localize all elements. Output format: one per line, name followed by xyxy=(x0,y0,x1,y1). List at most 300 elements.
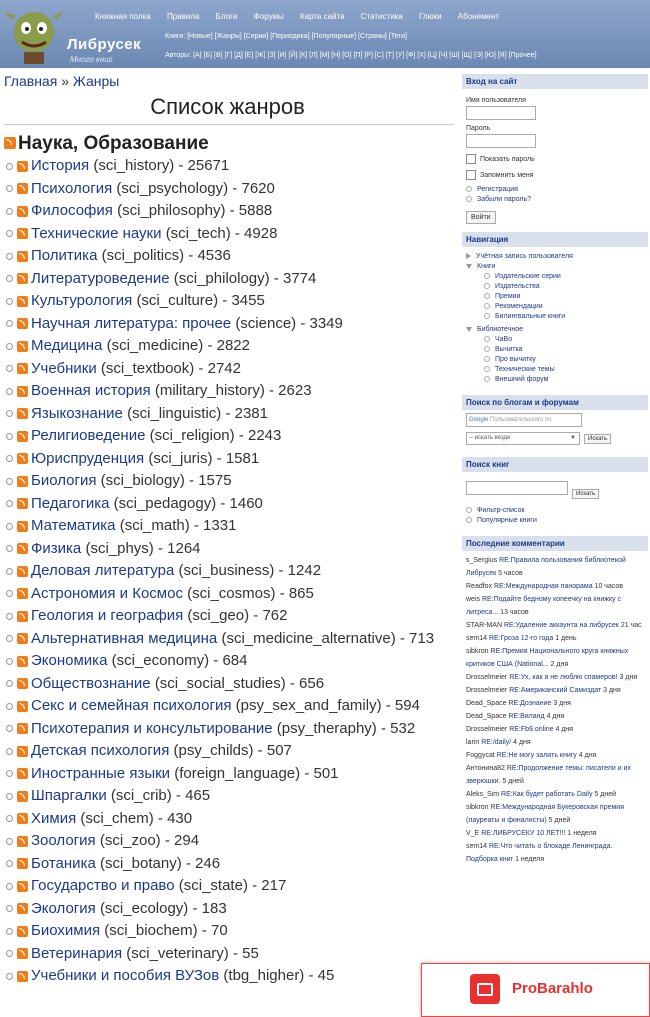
comment-time: 1 неделя xyxy=(515,856,545,863)
topnav-bugs[interactable]: Глюки xyxy=(419,12,442,21)
expanded-arrow-icon[interactable] xyxy=(466,327,472,332)
rss-icon[interactable] xyxy=(17,521,28,532)
logo-goblin-icon[interactable] xyxy=(2,2,66,66)
bullet-icon xyxy=(6,455,13,462)
comment-link[interactable]: RE:Премия Национального круга книжных критиков США (National... xyxy=(466,648,629,668)
genre-count: - 5888 xyxy=(225,202,273,219)
nav-subitem-label[interactable]: Технические темы xyxy=(495,366,555,373)
nav-subitem[interactable] xyxy=(484,366,644,373)
bullet-icon xyxy=(484,303,490,309)
comment-item xyxy=(466,697,644,710)
comment-author[interactable]: Foggycat xyxy=(466,752,495,759)
rss-icon[interactable] xyxy=(17,701,28,712)
bullet-icon xyxy=(6,388,13,395)
nav-subitem[interactable] xyxy=(484,273,644,280)
section-title: Наука, Образование xyxy=(18,133,209,154)
genre-code: (sci_ecology) xyxy=(99,899,189,917)
rss-icon[interactable] xyxy=(17,318,28,329)
genre-item xyxy=(4,290,452,313)
register-link-text[interactable]: Регистрация xyxy=(477,186,518,193)
comment-author[interactable]: Drosselmeier xyxy=(466,687,508,694)
nav-subitem-label[interactable]: Издательства xyxy=(495,283,540,290)
breadcrumb-separator: » xyxy=(61,73,69,89)
popular-books-link[interactable] xyxy=(466,517,644,524)
genre-link[interactable]: Языкознание xyxy=(31,404,123,422)
genre-link[interactable]: Биохимия xyxy=(31,922,101,939)
comments-list xyxy=(462,551,648,870)
bullet-icon xyxy=(484,376,490,382)
genre-link[interactable]: Экономика xyxy=(31,652,108,669)
bullet-icon xyxy=(484,273,490,279)
genre-code: (sci_culture) xyxy=(136,292,219,309)
genre-count: - 2623 xyxy=(264,382,312,399)
rss-icon[interactable] xyxy=(17,431,28,442)
comment-author[interactable]: Dead_Space xyxy=(466,700,507,707)
topnav-subscription[interactable]: Абонемент xyxy=(457,12,500,21)
rss-icon[interactable] xyxy=(17,206,28,217)
rss-icon[interactable] xyxy=(17,498,28,509)
comment-link[interactable]: RE:Ух, как я не люблю спамеров! xyxy=(509,674,618,681)
genre-count: - 2243 xyxy=(234,427,282,444)
nav-subitem-label[interactable]: Внешний форум xyxy=(495,376,549,383)
nav-subitem[interactable] xyxy=(484,283,644,290)
comment-author[interactable]: larin xyxy=(466,739,480,746)
genre-count: - 246 xyxy=(181,854,221,872)
nav-library[interactable] xyxy=(466,326,644,333)
nav-library-label[interactable]: Библиотечное xyxy=(477,326,524,333)
forgot-password-text[interactable]: Забыли пароль? xyxy=(477,196,532,203)
genre-link[interactable]: Юриспруденция xyxy=(31,449,145,467)
genre-link[interactable]: История xyxy=(31,157,90,174)
genre-code: (sci_chem) xyxy=(80,809,154,827)
genre-code: (sci_phys) xyxy=(85,539,154,557)
genre-item xyxy=(4,560,452,583)
username-input[interactable] xyxy=(466,106,536,120)
comment-link[interactable]: RE:Не могу залить книгу xyxy=(496,752,577,759)
comment-link[interactable]: RE:Удаление аккаунта на либрусек xyxy=(504,622,619,629)
genre-link[interactable]: Психотерапия и консультирование xyxy=(31,719,273,737)
comment-item xyxy=(466,619,644,632)
genre-count: - 294 xyxy=(160,832,200,849)
blog-search-block xyxy=(462,410,648,449)
genre-count: - 1264 xyxy=(153,539,201,557)
comment-link[interactable]: RE:Американский Самиздат xyxy=(509,687,602,694)
comment-author[interactable]: sibkron xyxy=(466,804,489,811)
comment-link[interactable]: RE:Как будет работать Daily xyxy=(501,791,593,798)
genre-link[interactable]: Секс и семейная психология xyxy=(31,697,232,714)
genre-link[interactable]: Медицина xyxy=(31,337,103,354)
topnav-sitemap[interactable]: Карта сайта xyxy=(299,12,345,21)
comment-item xyxy=(466,749,644,762)
comment-author[interactable]: Dead_Space xyxy=(466,713,507,720)
genre-link[interactable]: Учебники xyxy=(31,359,97,377)
book-search-button[interactable]: Искать xyxy=(572,489,599,499)
genre-code: (sci_juris) xyxy=(148,449,213,467)
rss-icon[interactable] xyxy=(17,543,28,554)
genre-link[interactable]: Военная история xyxy=(31,382,151,399)
books-subnav[interactable]: Книги: [Новые] [Жанры] [Серии] [Периодика] [Популярные] [Страны] [Теги] xyxy=(165,33,407,40)
nav-subitem-label[interactable]: Премии xyxy=(495,293,521,300)
comment-item xyxy=(466,788,644,801)
genre-count: - 7620 xyxy=(228,179,275,197)
genre-link[interactable]: Ветеринария xyxy=(31,944,123,962)
comment-link[interactable]: RE:Подайте бедному копеечку на книжку с литреса... xyxy=(466,596,622,616)
genre-item xyxy=(4,695,452,718)
comment-author[interactable]: sibkron xyxy=(466,648,489,655)
genre-code: (psy_theraphy) xyxy=(276,719,377,737)
genre-link[interactable]: Политика xyxy=(31,247,98,264)
nav-subitem-label[interactable]: ЧаВо xyxy=(495,336,513,343)
genre-code: (sci_linguistic) xyxy=(127,404,222,422)
search-scope-value: -- искать везде xyxy=(469,435,511,441)
genre-link[interactable]: Шпаргалки xyxy=(31,787,107,804)
comment-author[interactable]: sem14 xyxy=(466,635,488,642)
nav-subitem-label[interactable]: Вычитка xyxy=(495,346,523,353)
rss-icon[interactable] xyxy=(17,948,28,959)
topnav-bookshelf[interactable]: Книжная полка xyxy=(95,12,151,21)
comment-time: 3 дня xyxy=(603,687,621,694)
genre-count: - 25671 xyxy=(174,157,230,174)
genre-link[interactable]: Религиоведение xyxy=(31,427,146,444)
genre-link[interactable]: Биология xyxy=(31,472,97,489)
genre-count: - 713 xyxy=(395,629,435,647)
comment-item xyxy=(466,684,644,697)
comment-author[interactable]: sem14 xyxy=(466,843,488,850)
comment-link[interactable]: RE:Международная Букеровская премия (лауреаты и финалисты) xyxy=(466,804,624,824)
rss-icon[interactable] xyxy=(17,791,28,802)
genre-link[interactable]: Физика xyxy=(31,539,82,557)
bullet-icon xyxy=(484,366,490,372)
genre-link[interactable]: Детская психология xyxy=(31,742,170,759)
genre-link[interactable]: Иностранные языки xyxy=(31,764,171,782)
checkbox-icon[interactable] xyxy=(466,170,476,180)
register-link[interactable] xyxy=(466,186,644,193)
show-password-label: Показать пароль xyxy=(480,155,535,163)
comment-item xyxy=(466,736,644,749)
comment-item xyxy=(466,580,644,593)
nav-subitem-label[interactable]: Билингвальные книги xyxy=(495,313,566,320)
bullet-icon xyxy=(6,635,13,642)
genre-link[interactable]: Педагогика xyxy=(31,494,110,512)
blog-search-placeholder: Пользовательского по xyxy=(490,417,552,423)
genre-link[interactable]: Зоология xyxy=(31,832,96,849)
genre-item xyxy=(4,605,452,628)
comment-link[interactable]: RE:Дознание xyxy=(508,700,552,707)
blog-search-input[interactable] xyxy=(466,413,582,427)
authors-alphabet-nav[interactable]: Авторы: [А] [Б] [В] [Г] [Д] [Е] [Ж] [З] [И] [Й] [К] [Л] [М] [Н] [О] [П] [Р] [С] [Т] [У] [Ф] [Х] [Ц] [Ч] [Ш] [Щ] [Э] [Ю] [Я] [Прочее] xyxy=(165,52,537,59)
show-password-checkbox[interactable] xyxy=(466,154,644,164)
genre-code: (sci_crib) xyxy=(110,787,172,804)
genre-item xyxy=(4,673,452,696)
rss-icon[interactable] xyxy=(17,746,28,757)
genre-count: - 465 xyxy=(171,787,211,804)
genre-link[interactable]: Психология xyxy=(31,179,113,197)
bullet-icon xyxy=(466,517,472,523)
filter-list-link[interactable] xyxy=(466,507,644,514)
rss-icon[interactable] xyxy=(17,678,28,689)
genre-code: (tbg_higher) xyxy=(223,967,305,984)
page-title: Список жанров xyxy=(150,94,305,119)
breadcrumb xyxy=(4,73,119,89)
comment-link[interactable]: RE:Что читать о блокаде Ленинграда. Подборка книг xyxy=(466,843,613,863)
bullet-icon xyxy=(6,860,13,867)
rss-icon[interactable] xyxy=(17,408,28,419)
genre-count: - 1460 xyxy=(216,494,263,512)
genre-item xyxy=(4,718,452,741)
genre-code: (sci_tech) xyxy=(165,224,231,242)
comment-link[interactable]: RE:Fb9.online xyxy=(509,726,554,733)
nav-subitem[interactable] xyxy=(484,346,644,353)
genre-code: (sci_state) xyxy=(178,877,248,894)
genre-count: - 2742 xyxy=(194,359,241,377)
section-heading xyxy=(4,133,209,155)
bullet-icon xyxy=(484,336,490,342)
comment-time: 5 часов xyxy=(498,570,523,577)
expanded-arrow-icon[interactable] xyxy=(466,264,472,269)
comment-link[interactable]: RE:/daily/ xyxy=(481,739,512,746)
login-block-title: Вход на сайт xyxy=(462,74,648,89)
rss-icon[interactable] xyxy=(17,476,28,487)
genre-code: (sci_geo) xyxy=(187,607,250,624)
genre-link[interactable]: Химия xyxy=(31,809,77,827)
breadcrumb-current[interactable]: Жанры xyxy=(72,73,120,89)
nav-subitem[interactable] xyxy=(484,313,644,320)
genre-item xyxy=(4,425,452,448)
genre-code: (science) xyxy=(235,314,297,332)
comment-item xyxy=(466,671,644,684)
comment-link[interactable]: RE:Гроза 12-го года xyxy=(488,635,554,642)
rss-icon[interactable] xyxy=(17,588,28,599)
genre-item xyxy=(4,470,452,493)
remember-me-label: Запомнить меня xyxy=(480,171,534,179)
genre-code: (sci_math) xyxy=(119,517,190,534)
genre-code: (sci_business) xyxy=(178,562,275,579)
filter-list-text[interactable]: Фильтр-список xyxy=(477,507,525,514)
genre-count: - 1242 xyxy=(274,562,322,579)
rss-icon[interactable] xyxy=(17,386,28,397)
comment-author[interactable]: Drosselmeier xyxy=(466,726,508,733)
genre-link[interactable]: Философия xyxy=(31,202,113,219)
rss-icon[interactable] xyxy=(17,858,28,869)
genre-link[interactable]: Геология и география xyxy=(31,607,184,624)
nav-books[interactable] xyxy=(466,263,644,270)
rss-icon[interactable] xyxy=(17,341,28,352)
bullet-icon xyxy=(466,186,472,192)
comment-time: 21 час xyxy=(620,622,642,629)
blog-search-button[interactable]: Искать xyxy=(584,434,611,444)
bullet-icon xyxy=(6,590,13,597)
comment-link[interactable]: RE:Международная панорама xyxy=(494,583,593,590)
rss-icon[interactable] xyxy=(17,926,28,937)
rss-icon[interactable] xyxy=(17,161,28,172)
probarahlo-logo-icon xyxy=(470,974,500,1004)
comment-author[interactable]: Drosselmeier xyxy=(466,674,508,681)
rss-icon[interactable] xyxy=(17,633,28,644)
genre-code: (sci_biochem) xyxy=(104,922,198,939)
comment-item xyxy=(466,593,644,619)
genre-item xyxy=(4,830,452,853)
comments-block-title: Последние комментарии xyxy=(462,536,648,551)
genre-count: - 762 xyxy=(249,607,288,624)
bullet-icon xyxy=(6,298,13,305)
bullet-icon xyxy=(6,365,13,372)
genre-link[interactable]: Ботаника xyxy=(31,854,96,872)
genre-count: - 1575 xyxy=(184,472,232,489)
rss-icon[interactable] xyxy=(17,611,28,622)
genre-link[interactable]: Обществознание xyxy=(31,674,151,692)
rss-icon[interactable] xyxy=(17,273,28,284)
site-brand-tagline: Много книг xyxy=(70,55,113,64)
rss-icon[interactable] xyxy=(17,723,28,734)
genre-item xyxy=(4,493,452,516)
login-block xyxy=(462,89,648,228)
nav-subitem[interactable] xyxy=(484,356,644,363)
nav-books-label[interactable]: Книги xyxy=(477,263,496,270)
rss-icon[interactable] xyxy=(17,363,28,374)
remember-me-checkbox[interactable] xyxy=(466,170,644,180)
site-brand[interactable]: Либрусек xyxy=(67,36,142,53)
rss-icon[interactable] xyxy=(4,137,16,149)
comment-item xyxy=(466,710,644,723)
rss-icon[interactable] xyxy=(17,813,28,824)
genre-link[interactable]: Астрономия и Космос xyxy=(31,584,183,602)
comment-time: 2 дня xyxy=(550,661,569,668)
rss-icon[interactable] xyxy=(17,453,28,464)
nav-library-children xyxy=(466,336,644,383)
topnav-forums[interactable]: Форумы xyxy=(253,12,284,21)
username-label: Имя пользователя xyxy=(466,97,526,104)
bullet-icon xyxy=(6,208,13,215)
genre-count: - 4536 xyxy=(184,247,231,264)
genre-code: (sci_medicine_alternative) xyxy=(221,629,396,647)
comment-time: 5 дней xyxy=(594,791,617,798)
password-label: Пароль xyxy=(466,125,491,132)
genre-link[interactable]: Научная литература: прочее xyxy=(31,314,232,332)
comment-author[interactable]: STAR-MAN xyxy=(466,622,503,629)
nav-subitem-label[interactable]: Издательские серии xyxy=(495,273,561,280)
genre-link[interactable]: Альтернативная медицина xyxy=(31,629,218,647)
nav-account[interactable] xyxy=(466,253,644,260)
genre-link[interactable]: Деловая литература xyxy=(31,562,175,579)
genre-item xyxy=(4,515,452,538)
rss-icon[interactable] xyxy=(17,183,28,194)
checkbox-icon[interactable] xyxy=(466,154,476,164)
sidebar xyxy=(462,70,648,870)
rss-icon[interactable] xyxy=(17,228,28,239)
genre-item xyxy=(4,875,452,898)
nav-subitem-label[interactable]: Про вычитку xyxy=(495,356,536,363)
ad-text: ProBarahlo xyxy=(512,980,593,997)
rss-icon[interactable] xyxy=(17,971,28,982)
bullet-icon xyxy=(6,545,13,552)
genre-link[interactable]: Государство и право xyxy=(31,877,175,894)
genre-count: - 507 xyxy=(253,742,292,759)
nav-subitem[interactable] xyxy=(484,376,644,383)
topnav-stats[interactable]: Статистика xyxy=(360,12,403,21)
genre-link[interactable]: Математика xyxy=(31,517,116,534)
probarahlo-ad-banner[interactable] xyxy=(421,963,650,1017)
comment-time: 4 дня xyxy=(546,713,565,720)
genre-count: - 217 xyxy=(247,877,287,894)
genre-count: - 45 xyxy=(304,967,335,984)
comment-link[interactable]: RE:Правила пользования библиотекой Либрусек xyxy=(466,557,626,577)
nav-books-children xyxy=(466,273,644,320)
rss-icon[interactable] xyxy=(17,251,28,262)
comment-author[interactable]: Антонина82 xyxy=(466,765,505,772)
rss-icon[interactable] xyxy=(17,296,28,307)
genre-count: - 55 xyxy=(228,944,259,962)
genre-item xyxy=(4,740,452,763)
comment-author[interactable]: Readfox xyxy=(466,583,493,590)
nav-subitem[interactable] xyxy=(484,336,644,343)
rss-icon[interactable] xyxy=(17,903,28,914)
book-search-block xyxy=(462,472,648,528)
search-scope-select[interactable] xyxy=(466,432,580,445)
topnav-blogs[interactable]: Блоги xyxy=(215,12,238,21)
google-logo: Google xyxy=(469,417,489,423)
comment-link[interactable]: RE:Виланд xyxy=(508,713,545,720)
nav-subitem[interactable] xyxy=(484,293,644,300)
genre-link[interactable]: Литературоведение xyxy=(31,269,170,287)
topnav-rules[interactable]: Правила xyxy=(166,12,200,21)
password-input[interactable] xyxy=(466,134,536,148)
nav-subitem[interactable] xyxy=(484,303,644,310)
genre-link[interactable]: Учебники и пособия ВУЗов xyxy=(31,967,220,984)
genre-count: - 532 xyxy=(376,719,416,737)
rss-icon[interactable] xyxy=(17,566,28,577)
genre-item xyxy=(4,448,452,471)
collapsed-arrow-icon[interactable] xyxy=(466,253,471,259)
genre-code: (psy_childs) xyxy=(173,742,254,759)
genre-code: (sci_politics) xyxy=(101,247,185,264)
comment-item xyxy=(466,554,644,580)
bullet-icon xyxy=(6,478,13,485)
bullet-icon xyxy=(6,568,13,575)
bullet-icon xyxy=(466,196,472,202)
book-search-input[interactable] xyxy=(466,481,568,495)
genre-link[interactable]: Технические науки xyxy=(31,224,162,242)
breadcrumb-home[interactable]: Главная xyxy=(4,73,58,89)
comment-time: 5 дней xyxy=(502,778,524,785)
rss-icon[interactable] xyxy=(17,881,28,892)
bullet-icon xyxy=(484,313,490,319)
comment-link[interactable]: RE:ЛИБРУСЕКУ 10 ЛЕТ!!! xyxy=(481,830,566,837)
forgot-password-link[interactable] xyxy=(466,196,644,203)
genre-link[interactable]: Экология xyxy=(31,899,96,917)
comment-link[interactable]: RE:Продолжение темы: писатели и их зверюшки. xyxy=(466,765,631,785)
nav-subitem-label[interactable]: Рекомендации xyxy=(495,303,543,310)
nav-account-label[interactable]: Учётная запись пользователя xyxy=(476,253,573,260)
popular-books-text[interactable]: Популярные книги xyxy=(477,517,537,524)
genre-item xyxy=(4,223,452,246)
comment-author[interactable]: weis xyxy=(466,596,481,603)
comment-author[interactable]: Aleks_Sim xyxy=(466,791,500,798)
bullet-icon xyxy=(6,793,13,800)
rss-icon[interactable] xyxy=(17,768,28,779)
rss-icon[interactable] xyxy=(17,836,28,847)
genre-count: - 501 xyxy=(300,764,339,782)
bullet-icon xyxy=(6,748,13,755)
genre-link[interactable]: Культурология xyxy=(31,292,133,309)
genre-item xyxy=(4,200,452,223)
comment-author[interactable]: s_Sergius xyxy=(466,557,498,564)
select-arrow-icon[interactable]: ▼ xyxy=(570,435,576,441)
genre-code: (sci_biology) xyxy=(100,472,185,489)
comment-author[interactable]: V_E xyxy=(466,830,480,837)
rss-icon[interactable] xyxy=(17,656,28,667)
genre-code: (sci_pedagogy) xyxy=(113,494,217,512)
login-button[interactable]: Войти xyxy=(466,211,496,224)
